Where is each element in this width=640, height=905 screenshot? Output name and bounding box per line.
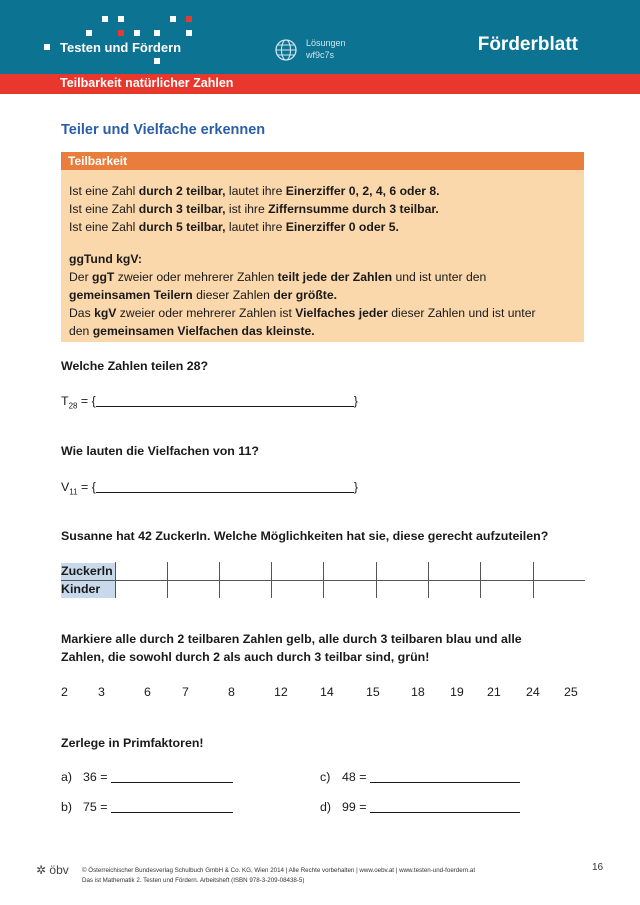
number-item[interactable]: 7	[182, 685, 189, 699]
set-symbol: V	[61, 480, 70, 494]
question-share-candies: Susanne hat 42 ZuckerIn. Welche Möglichkeiten hat sie, diese gerecht aufzuteilen?	[61, 529, 549, 543]
number-item[interactable]: 15	[366, 685, 380, 699]
solutions-link[interactable]	[306, 37, 346, 61]
question-color-line1: Markiere alle durch 2 teilbaren Zahlen gelb, alle durch 3 teilbaren blau und alle	[61, 632, 522, 646]
section-title: Teiler und Vielfache erkennen	[61, 122, 266, 138]
set-subscript: 11	[69, 487, 78, 497]
number-item[interactable]: 21	[487, 685, 501, 699]
table-cell-divider	[533, 562, 534, 598]
gcd-lcm-definitions	[69, 268, 584, 340]
answer-line-multiples[interactable]: $V_{11}$ = { }	[61, 480, 358, 497]
rule-line: Ist eine Zahl durch 2 teilbar, lautet ihre Einerziffer 0, 2, 4, 6 oder 8.	[69, 184, 440, 198]
publisher-logo: ✲ öbv	[36, 863, 69, 877]
copyright-note: © Österreichischer Bundesverlag Schulbuch GmbH & Co. KG, Wien 2014 | Alle Rechte vorbehalten | www.oebv.at | www.testen-und-foerdern.at Das ist Mathematik 2. Testen und Fördern. Arbeitsheft (ISBN 978-3-209-08438-5)	[82, 867, 476, 884]
answer-blank[interactable]	[96, 395, 354, 407]
number-item[interactable]: 12	[274, 685, 288, 699]
question-color-line2: Zahlen, die sowohl durch 2 als auch durch 3 teilbar sind, grün!	[61, 650, 430, 664]
table-cell-divider	[167, 562, 168, 598]
table-label-zuckerln: Zuckerln	[61, 563, 115, 580]
prime-factor-item[interactable]: b) 75 =	[61, 800, 233, 814]
answer-blank[interactable]	[96, 481, 354, 493]
solutions-code: wf9c7s	[306, 50, 335, 60]
number-item[interactable]: 8	[228, 685, 235, 699]
page-title: Förderblatt	[477, 34, 578, 55]
number-item[interactable]: 25	[564, 685, 578, 699]
number-item[interactable]: 2	[61, 685, 68, 699]
divisibility-rules	[69, 182, 584, 236]
set-symbol: T	[61, 394, 69, 408]
rule-line: Ist eine Zahl durch 5 teilbar, lautet ihre Einerziffer 0 oder 5.	[69, 220, 399, 234]
set-subscript: 28	[68, 401, 78, 411]
info-box-heading: Teilbarkeit	[61, 152, 584, 170]
definition-line: Das kgV zweier oder mehrerer Zahlen ist Vielfaches jeder dieser Zahlen und ist unter	[69, 306, 536, 320]
prime-factor-item[interactable]: d) 99 =	[320, 800, 520, 814]
question-prime-factors: Zerlege in Primfaktoren!	[61, 736, 204, 750]
page-number: 16	[592, 862, 604, 873]
answer-blank[interactable]	[370, 771, 520, 783]
solutions-label: Lösungen	[306, 38, 346, 48]
table-cell-divider	[271, 562, 272, 598]
number-item[interactable]: 18	[411, 685, 425, 699]
table-cell-divider	[428, 562, 429, 598]
table-label-kinder: Kinder	[61, 581, 115, 598]
answer-line-divisors[interactable]: $T_{28}$ = { }	[61, 394, 358, 411]
page-header	[0, 0, 640, 74]
topic-bar	[0, 74, 640, 94]
question-divisors-28: Welche Zahlen teilen 28?	[61, 359, 209, 373]
table-cell-divider	[323, 562, 324, 598]
rule-line: Ist eine Zahl durch 3 teilbar, ist ihre Ziffernsumme durch 3 teilbar.	[69, 202, 439, 216]
number-item[interactable]: 19	[450, 685, 464, 699]
gcd-lcm-heading: ggTund kgV:	[69, 252, 142, 266]
number-item[interactable]: 3	[98, 685, 105, 699]
answer-blank[interactable]	[111, 771, 233, 783]
info-box	[61, 152, 584, 342]
publisher-star-icon: ✲	[36, 863, 47, 877]
definition-line: Der ggT zweier oder mehrerer Zahlen teilt jede der Zahlen und ist unter den	[69, 270, 487, 284]
definition-line: den gemeinsamen Vielfachen das kleinste.	[69, 324, 315, 338]
answer-blank[interactable]	[111, 801, 233, 813]
number-item[interactable]: 6	[144, 685, 151, 699]
info-box-body	[61, 170, 584, 340]
question-multiples-11: Wie lauten die Vielfachen von 11?	[61, 444, 259, 458]
number-item[interactable]: 14	[320, 685, 334, 699]
table-cell-divider	[376, 562, 377, 598]
table-cell-divider	[115, 562, 116, 598]
prime-factor-item[interactable]: c) 48 =	[320, 770, 520, 784]
table-cell-divider	[480, 562, 481, 598]
definition-line: gemeinsamen Teilern dieser Zahlen der größte.	[69, 288, 338, 302]
topic-title: Teilbarkeit natürlicher Zahlen	[60, 76, 234, 90]
table-cell-divider	[219, 562, 220, 598]
brand-name: Testen und Fördern	[60, 40, 182, 55]
prime-factor-item[interactable]: a) 36 =	[61, 770, 233, 784]
globe-icon[interactable]	[274, 38, 298, 62]
answer-blank[interactable]	[370, 801, 520, 813]
number-item[interactable]: 24	[526, 685, 540, 699]
